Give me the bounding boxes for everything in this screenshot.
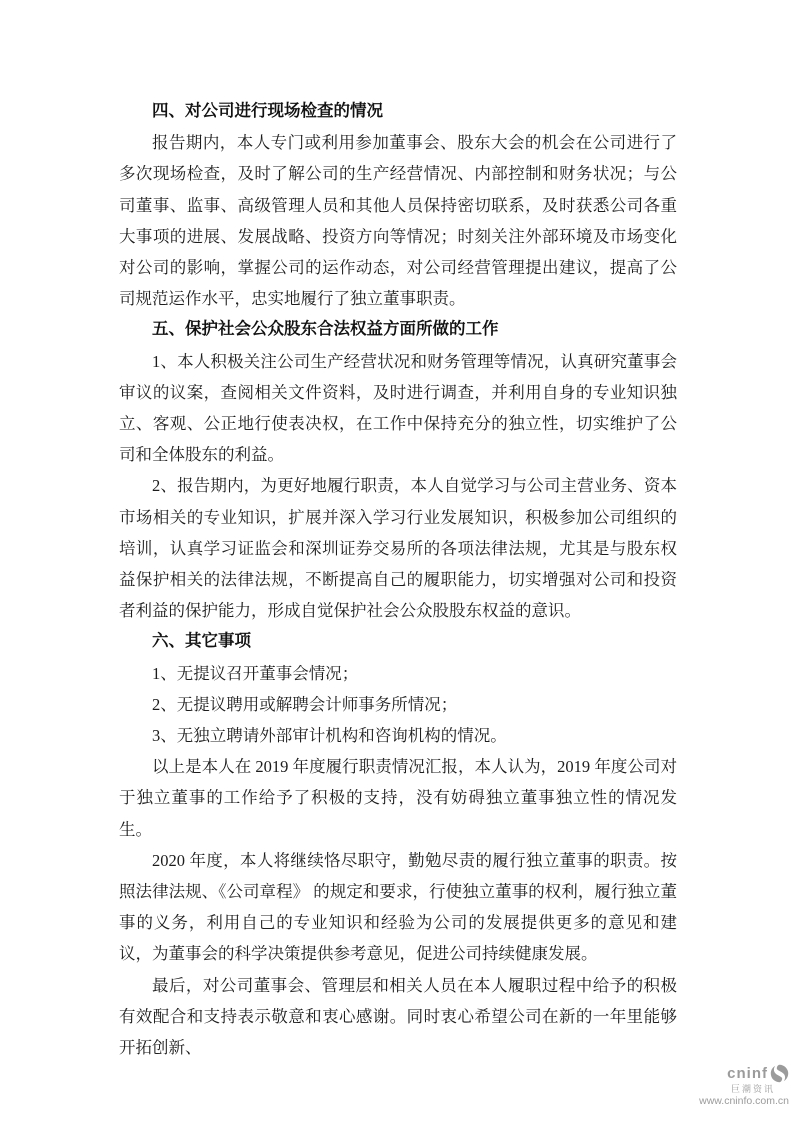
cninfo-url: www.cninfo.com.cn — [699, 1095, 789, 1108]
cninfo-logo-text: cninf — [727, 1064, 768, 1082]
paragraph: 报告期内，本人专门或利用参加董事会、股东大会的机会在公司进行了多次现场检查，及时了解公司的生产经营情况、内部控制和财务状况；与公司董事、监事、高级管理人员和其他人员保持密切联系，及时获悉公司各重大事项的进展、发展战略、投资方向等情况；时刻关注外部环境及市场变化对公司的影响，掌握公司的运作动态，对公司经营管理提出建议，提高了公司规范运作水平，忠实地履行了独立董事职责。 — [119, 133, 677, 309]
cninfo-swirl-icon — [770, 1064, 789, 1083]
paragraph: 1、无提议召开董事会情况； — [152, 663, 359, 683]
cninfo-logo-row — [699, 1064, 789, 1083]
section-heading: 六、其它事项 — [152, 632, 251, 651]
paragraph: 以上是本人在 2019 年度履行职责情况汇报，本人认为，2019 年度公司对于独立董事的工作给予了积极的支持，没有妨碍独立董事独立性的情况发生。 — [119, 757, 677, 839]
paragraph: 2、无提议聘用或解聘会计师事务所情况； — [152, 694, 458, 714]
cninfo-watermark — [699, 1064, 789, 1108]
cninfo-chinese-name: 巨潮资讯 — [730, 1083, 775, 1094]
paragraph: 1、本人积极关注公司生产经营状况和财务管理等情况，认真研究董事会审议的议案，查阅相关文件资料，及时进行调查，并利用自身的专业知识独立、客观、公正地行使表决权，在工作中保持充分的独立性，切实维护了公司和全体股东的利益。 — [119, 351, 677, 465]
paragraph: 3、无独立聘请外部审计机构和咨询机构的情况。 — [152, 726, 507, 746]
section-heading: 五、保护社会公众股东合法权益方面所做的工作 — [152, 320, 499, 339]
paragraph: 最后，对公司董事会、管理层和相关人员在本人履职过程中给予的积极有效配合和支持表示敬意和衷心感谢。同时衷心希望公司在新的一年里能够开拓创新、 — [119, 975, 677, 1058]
paragraph: 2、报告期内，为更好地履行职责，本人自觉学习与公司主营业务、资本市场相关的专业知识，扩展并深入学习行业发展知识，积极参加公司组织的培训，认真学习证监会和深圳证券交易所的各项法律法规，尤其是与股东权益保护相关的法律法规，不断提高自己的履职能力，切实增强对公司和投资者利益的保护能力，形成自觉保护社会公众股股东权益的意识。 — [119, 476, 677, 621]
document-body — [119, 96, 677, 1063]
paragraph: 2020 年度，本人将继续恪尽职守，勤勉尽责的履行独立董事的职责。按照法律法规、《公司章程》 的规定和要求，行使独立董事的权利，履行独立董事的义务，利用自己的专业知识和经验为公司的发展提供更多的意见和建议，为董事会的科学决策提供参考意见，促进公司持续健康发展。 — [119, 850, 677, 964]
section-heading: 四、对公司进行现场检查的情况 — [152, 102, 383, 120]
